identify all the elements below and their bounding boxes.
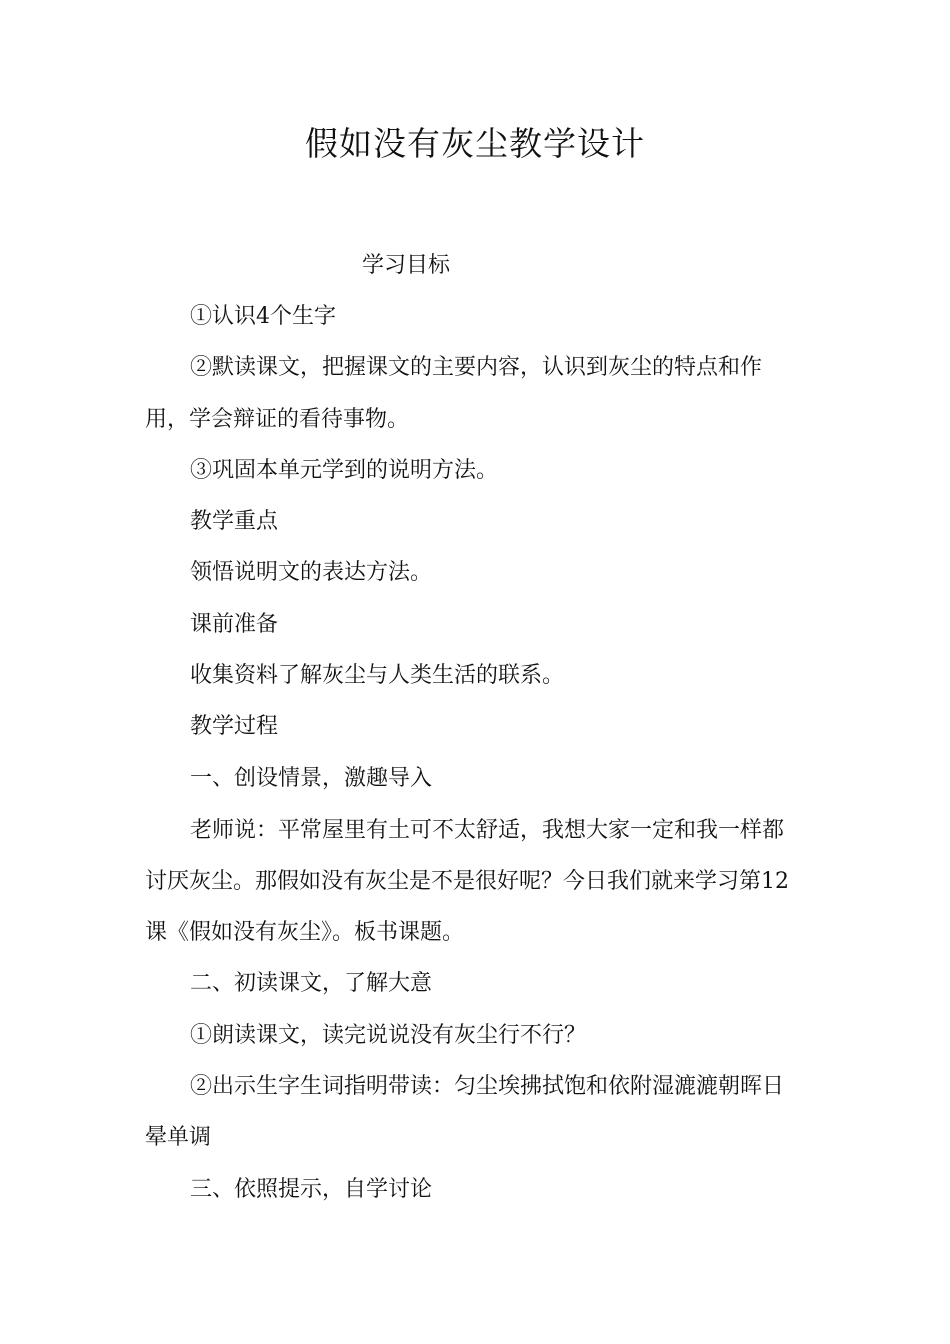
section-heading-teaching-process: 教学过程 — [190, 714, 279, 739]
subsection-heading: 一、创设情景，激趣导入 — [190, 766, 433, 791]
paragraph-line: ②出示生字生词指明带读：匀尘埃拂拭饱和依附湿漉漉朝晖日 — [190, 1074, 785, 1099]
paragraph-line: 收集资料了解灰尘与人类生活的联系。 — [190, 663, 565, 688]
paragraph-line: 用，学会辩证的看待事物。 — [145, 407, 410, 432]
section-heading-learning-goals: 学习目标 — [362, 253, 451, 278]
document-title: 假如没有灰尘教学设计 — [305, 124, 645, 163]
paragraph-line: 老师说：平常屋里有土可不太舒适，我想大家一定和我一样都 — [190, 818, 785, 843]
paragraph-line: 领悟说明文的表达方法。 — [190, 560, 433, 585]
section-heading-teaching-focus: 教学重点 — [190, 509, 279, 534]
subsection-heading: 三、依照提示，自学讨论 — [190, 1177, 433, 1202]
subsection-heading: 二、初读课文，了解大意 — [190, 971, 433, 996]
paragraph-line: 讨厌灰尘。那假如没有灰尘是不是很好呢？今日我们就来学习第12 — [145, 869, 789, 894]
paragraph-line: ③巩固本单元学到的说明方法。 — [190, 458, 499, 483]
paragraph-line: ①认识4个生字 — [190, 304, 336, 329]
paragraph-line: 晕单调 — [145, 1125, 212, 1150]
paragraph-line: ②默读课文，把握课文的主要内容，认识到灰尘的特点和作 — [190, 355, 763, 380]
paragraph-line: 课《假如没有灰尘》。板书课题。 — [145, 920, 465, 945]
section-heading-preparation: 课前准备 — [190, 612, 279, 637]
paragraph-line: ①朗读课文，读完说说没有灰尘行不行？ — [190, 1023, 587, 1048]
